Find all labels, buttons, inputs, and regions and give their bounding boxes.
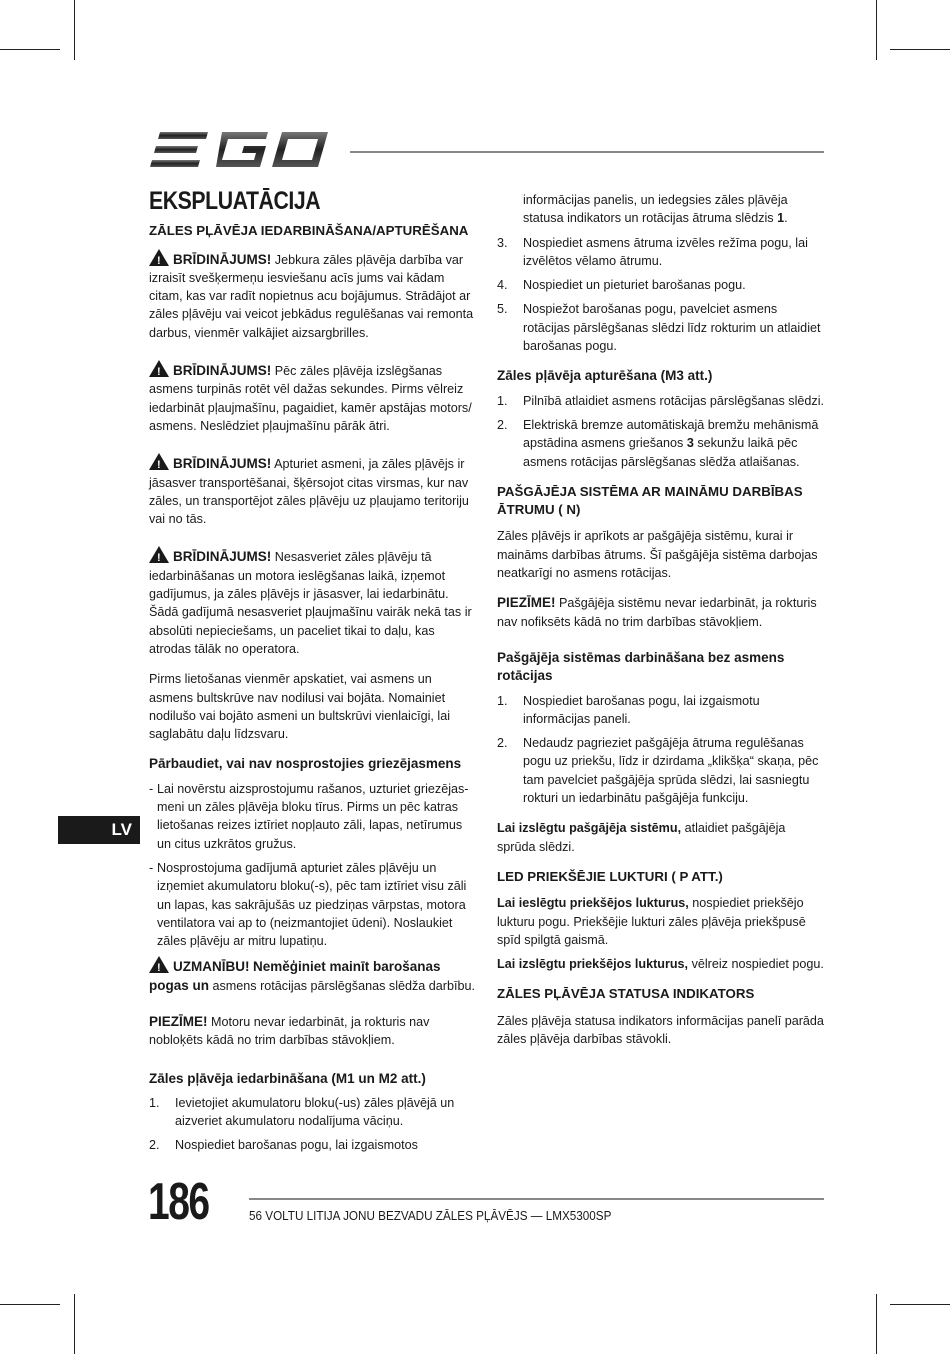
start-steps-continued — [497, 234, 824, 356]
paragraph: Zāles pļāvēja statusa indikators informācijas panelī parāda zāles pļāvēja darbības stāvokli. — [497, 1013, 824, 1046]
warning-block: !BRĪDINĀJUMS! Nesasveriet zāles pļāvēju tā iedarbināšanas un motora ieslēgšanas laikā, izņemot gadījumus, ja zāles pļāvējs ir jāsasver, lai iedarbinātu. Šādā gadījumā nesasveriet pļaujmašīnu vairāk nekā tas ir absolūti nepieciešams, un paceliet tikai to daļu, kas atrodas tālāk no operatora. — [149, 546, 477, 658]
list-item: 2. Elektriskā bremze automātiskajā bremžu mehānismā apstādina asmens griešanos 3 sekunžu laikā pēc asmens rotācijas pārslēgšanas slēdža atlaišanas. — [497, 417, 819, 469]
warning-icon — [149, 546, 169, 563]
footer-rule — [249, 1198, 824, 1200]
crop-mark — [876, 1294, 877, 1354]
right-column — [497, 191, 824, 1060]
note-block: PIEZĪME! Pašgājēja sistēmu nevar iedarbināt, ja rokturis nav nofiksēts kādā no trim darbības stāvokļiem. — [497, 595, 817, 629]
check-list — [149, 780, 477, 951]
header-rule — [350, 151, 824, 153]
left-column — [149, 187, 477, 1167]
paragraph: Lai izslēgtu pašgājēja sistēmu, atlaidiet pašgājēja sprūda slēdzi. — [497, 821, 786, 854]
warning-icon — [149, 956, 169, 973]
list-item: 1. Nospiediet barošanas pogu, lai izgaismotu informācijas paneli. — [497, 693, 760, 726]
warning-block: !BRĪDINĀJUMS! Apturiet asmeni, ja zāles pļāvējs ir jāsasver transportēšanai, šķērsojot citas virsmas, kur nav zāles, un transportējot zāles pļāvēju uz pļaujamo teritoriju vai no tās. — [149, 453, 477, 528]
page-number: 186 — [148, 1173, 209, 1231]
subheading: Zāles pļāvēja apturēšana (M3 att.) — [497, 368, 713, 384]
crop-mark — [876, 0, 877, 60]
paragraph: informācijas panelis, un iedegsies zāles pļāvēja statusa indikators un rotācijas ātruma slēdzis 1. — [523, 193, 788, 226]
list-item: 4. Nospiediet un pieturiet barošanas pogu. — [497, 278, 746, 293]
list-item: - Nosprostojuma gadījumā apturiet zāles pļāvēju un izņemiet akumulatoru bloku(-s), pēc tam iztīriet visu zāli un lapas, kas sakrājušās uz piedziņas vārpstas, motora ventilatora vai ap to (neizmantojiet ūdeni). Noslaukiet zāles pļāvēju ar mitru lupatiņu. — [149, 859, 477, 950]
warning-block: !BRĪDINĀJUMS! Jebkura zāles pļāvēja darbība var izraisīt svešķermeņu iesviešanu acīs jums vai kādam citam, kas var radīt nopietnus acu bojājumus. Strādājot ar zāles pļāvēju vai veicot jebkādus regulēšanas vai remonta darbus, vienmēr valkājiet aizsargbrilles. — [149, 249, 477, 342]
paragraph: Zāles pļāvējs ir aprīkots ar pašgājēja sistēmu, kurai ir maināms darbības ātrums. Šī pašgājēja sistēma darbojas neatkarīgi no asmens rotācijas. — [497, 529, 818, 581]
section-heading: LED PRIEKŠĒJIE LUKTURI ( P ATT.) — [497, 868, 723, 884]
page-title: EKSPLUATĀCIJA — [149, 187, 321, 215]
crop-mark — [74, 1294, 75, 1354]
warning-icon — [149, 453, 169, 470]
language-tab: LV — [58, 816, 140, 844]
paragraph: Lai ieslēgtu priekšējos lukturus, nospiediet priekšējo lukturu pogu. Priekšējie lukturi zāles pļāvēja priekšpusē spīd spilgtā gaismā. — [497, 896, 806, 947]
subheading: Pārbaudiet, vai nav nosprostojies griezējasmens — [149, 756, 462, 772]
ego-logo — [150, 130, 330, 170]
subheading: Zāles pļāvēja iedarbināšana (M1 un M2 att.) — [149, 1070, 426, 1086]
list-item: 1. Pilnībā atlaidiet asmens rotācijas pārslēgšanas slēdzi. — [497, 393, 825, 408]
section-heading: ZĀLES PĻĀVĒJA STATUSA INDIKATORS — [497, 986, 755, 1002]
list-item: - Lai novērstu aizsprostojumu rašanos, uzturiet griezējas-meni un zāles pļāvēja bloku tīrus. Pirms un pēc katras lietošanas reizes iztīriet nopļauto zāli, lapas, netīrumus un citus uzkrātos gružus. — [149, 780, 477, 853]
stop-steps — [497, 392, 824, 471]
selfprop-steps — [497, 692, 824, 808]
list-item: 2. Nospiediet barošanas pogu, lai izgaismotos — [149, 1138, 418, 1153]
note-block: PIEZĪME! Motoru nevar iedarbināt, ja rokturis nav nobloķēts kādā no trim darbības stāvokļiem. — [149, 1013, 430, 1048]
warning-block: !BRĪDINĀJUMS! Pēc zāles pļāvēja izslēgšanas asmens turpinās rotēt vēl dažas sekundes. Pirms vēlreiz iedarbināt pļaujmašīnu, pagaidiet, kamēr apstājas motors/ asmens. Neslēdziet pļaujmašīnu pārāk ātri. — [149, 360, 477, 435]
caution-block: !UZMANĪBU! Neměģiniet mainīt barošanas pogas un asmens rotācijas pārslēgšanas slēdža darbību. — [149, 956, 477, 995]
list-item: 1. Ievietojiet akumulatoru bloku(-us) zāles pļāvējā un aizveriet akumulatoru nodalījuma vāciņu. — [149, 1095, 455, 1129]
warning-icon — [149, 360, 169, 377]
start-steps — [149, 1094, 477, 1155]
subheading: Pašgājēja sistēmas darbināšana bez asmens rotācijas — [497, 649, 785, 684]
crop-mark — [0, 1304, 60, 1305]
list-item: 3. Nospiediet asmens ātruma izvēles režīma pogu, lai izvēlētos vēlamo ātrumu. — [497, 235, 808, 268]
crop-mark — [0, 49, 60, 50]
list-item: 2. Nedaudz pagrieziet pašgājēja ātruma regulēšanas pogu uz priekšu, līdz ir dzirdama „klikšķa“ skaņa, pēc tam pavelciet pašgājēja sprūda slēdzi, lai sasniegtu rokturi un iedarbinātu pašgājēja funkciju. — [497, 736, 819, 806]
section-heading: PAŠGĀJĒJA SISTĒMA AR MAINĀMU DARBĪBAS ĀTRUMU ( N) — [497, 483, 803, 518]
crop-mark — [890, 49, 950, 50]
section-heading: ZĀLES PĻĀVĒJA IEDARBINĀŠANA/APTURĒŠANA — [149, 223, 469, 239]
footer-text: 56 VOLTU LITIJA JONU BEZVADU ZĀLES PĻĀVĒJS — LMX5300SP — [249, 1208, 612, 1223]
list-item: 5. Nospiežot barošanas pogu, pavelciet asmens rotācijas pārslēgšanas slēdzi līdz rokturim un atlaidiet barošanas pogu. — [497, 302, 821, 354]
paragraph: Pirms lietošanas vienmēr apskatiet, vai asmens un asmens bultskrūve nav nodilusi vai bojāta. Nomainiet nodilušo vai bojāto asmeni un bultskrūvi vienlaicīgi, lai saglabātu daļu līdzsvaru. — [149, 672, 451, 742]
crop-mark — [74, 0, 75, 60]
crop-mark — [890, 1304, 950, 1305]
paragraph: Lai izslēgtu priekšējos lukturus, vēlreiz nospiediet pogu. — [497, 957, 824, 972]
warning-icon — [149, 249, 169, 266]
